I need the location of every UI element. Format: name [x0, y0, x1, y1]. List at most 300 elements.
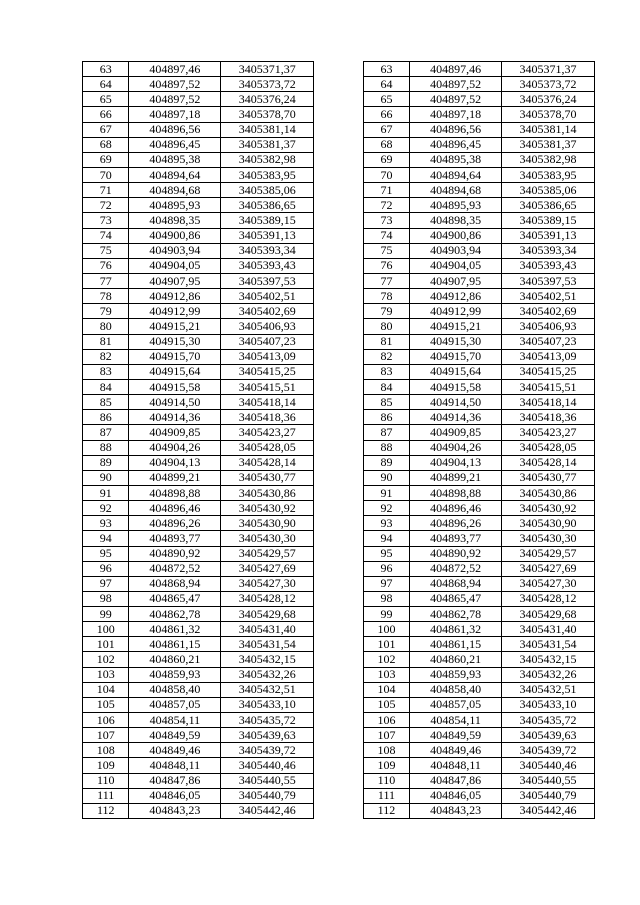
y-coordinate-cell: 3405406,93 [221, 319, 314, 334]
point-number-cell: 98 [83, 591, 129, 606]
point-number-cell: 69 [83, 152, 129, 167]
x-coordinate-cell: 404904,13 [410, 455, 502, 470]
y-coordinate-cell: 3405430,90 [502, 516, 595, 531]
column-gap-cell [314, 788, 363, 803]
point-number-cell: 71 [363, 183, 409, 198]
column-gap-cell [314, 183, 363, 198]
y-coordinate-cell: 3405428,14 [502, 455, 595, 470]
x-coordinate-cell: 404915,64 [410, 364, 502, 379]
point-number-cell: 91 [363, 485, 409, 500]
x-coordinate-cell: 404915,58 [129, 379, 221, 394]
point-number-cell: 79 [83, 304, 129, 319]
table-row [83, 349, 595, 364]
y-coordinate-cell: 3405440,46 [502, 758, 595, 773]
point-number-cell: 78 [363, 289, 409, 304]
point-number-cell: 75 [83, 243, 129, 258]
column-gap-cell [314, 622, 363, 637]
column-gap-cell [314, 62, 363, 77]
point-number-cell: 89 [83, 455, 129, 470]
x-coordinate-cell: 404912,99 [410, 304, 502, 319]
column-gap-cell [314, 334, 363, 349]
table-row [83, 728, 595, 743]
table-row [83, 92, 595, 107]
point-number-cell: 99 [363, 607, 409, 622]
y-coordinate-cell: 3405386,65 [221, 198, 314, 213]
table-row [83, 637, 595, 652]
x-coordinate-cell: 404849,46 [129, 743, 221, 758]
table-row [83, 395, 595, 410]
point-number-cell: 111 [83, 788, 129, 803]
x-coordinate-cell: 404909,85 [410, 425, 502, 440]
point-number-cell: 79 [363, 304, 409, 319]
y-coordinate-cell: 3405430,92 [221, 501, 314, 516]
y-coordinate-cell: 3405406,93 [502, 319, 595, 334]
y-coordinate-cell: 3405427,69 [502, 561, 595, 576]
point-number-cell: 102 [83, 652, 129, 667]
y-coordinate-cell: 3405427,69 [221, 561, 314, 576]
x-coordinate-cell: 404896,56 [410, 122, 502, 137]
point-number-cell: 103 [363, 667, 409, 682]
column-gap-cell [314, 470, 363, 485]
y-coordinate-cell: 3405407,23 [221, 334, 314, 349]
point-number-cell: 91 [83, 485, 129, 500]
x-coordinate-cell: 404861,15 [410, 637, 502, 652]
point-number-cell: 77 [363, 273, 409, 288]
coordinates-table-body [83, 62, 595, 819]
point-number-cell: 74 [363, 228, 409, 243]
x-coordinate-cell: 404858,40 [129, 682, 221, 697]
point-number-cell: 105 [83, 697, 129, 712]
x-coordinate-cell: 404897,52 [410, 77, 502, 92]
point-number-cell: 68 [83, 137, 129, 152]
column-gap-cell [314, 213, 363, 228]
table-row [83, 319, 595, 334]
column-gap-cell [314, 561, 363, 576]
x-coordinate-cell: 404897,52 [129, 92, 221, 107]
y-coordinate-cell: 3405430,86 [502, 485, 595, 500]
table-row [83, 561, 595, 576]
table-row [83, 697, 595, 712]
x-coordinate-cell: 404849,59 [410, 728, 502, 743]
point-number-cell: 66 [83, 107, 129, 122]
table-row [83, 77, 595, 92]
point-number-cell: 63 [363, 62, 409, 77]
x-coordinate-cell: 404857,05 [129, 697, 221, 712]
point-number-cell: 102 [363, 652, 409, 667]
y-coordinate-cell: 3405429,57 [502, 546, 595, 561]
point-number-cell: 81 [363, 334, 409, 349]
x-coordinate-cell: 404907,95 [410, 273, 502, 288]
x-coordinate-cell: 404893,77 [129, 531, 221, 546]
x-coordinate-cell: 404895,38 [129, 152, 221, 167]
x-coordinate-cell: 404894,64 [129, 167, 221, 182]
x-coordinate-cell: 404904,26 [410, 440, 502, 455]
x-coordinate-cell: 404846,05 [410, 788, 502, 803]
table-row [83, 576, 595, 591]
x-coordinate-cell: 404896,46 [410, 501, 502, 516]
y-coordinate-cell: 3405432,15 [502, 652, 595, 667]
point-number-cell: 72 [363, 198, 409, 213]
y-coordinate-cell: 3405432,51 [502, 682, 595, 697]
column-gap-cell [314, 122, 363, 137]
column-gap-cell [314, 803, 363, 818]
column-gap-cell [314, 501, 363, 516]
table-row [83, 410, 595, 425]
column-gap-cell [314, 455, 363, 470]
y-coordinate-cell: 3405402,51 [221, 289, 314, 304]
y-coordinate-cell: 3405418,14 [221, 395, 314, 410]
x-coordinate-cell: 404904,13 [129, 455, 221, 470]
point-number-cell: 70 [83, 167, 129, 182]
x-coordinate-cell: 404894,68 [410, 183, 502, 198]
y-coordinate-cell: 3405385,06 [502, 183, 595, 198]
table-row [83, 198, 595, 213]
table-row [83, 682, 595, 697]
x-coordinate-cell: 404915,58 [410, 379, 502, 394]
x-coordinate-cell: 404897,52 [410, 92, 502, 107]
column-gap-cell [314, 667, 363, 682]
point-number-cell: 94 [363, 531, 409, 546]
x-coordinate-cell: 404904,26 [129, 440, 221, 455]
point-number-cell: 101 [363, 637, 409, 652]
column-gap-cell [314, 728, 363, 743]
y-coordinate-cell: 3405382,98 [221, 152, 314, 167]
x-coordinate-cell: 404912,86 [410, 289, 502, 304]
y-coordinate-cell: 3405428,12 [221, 591, 314, 606]
x-coordinate-cell: 404915,64 [129, 364, 221, 379]
column-gap-cell [314, 152, 363, 167]
y-coordinate-cell: 3405391,13 [221, 228, 314, 243]
column-gap-cell [314, 107, 363, 122]
y-coordinate-cell: 3405402,51 [502, 289, 595, 304]
x-coordinate-cell: 404872,52 [410, 561, 502, 576]
point-number-cell: 94 [83, 531, 129, 546]
y-coordinate-cell: 3405440,55 [221, 773, 314, 788]
x-coordinate-cell: 404899,21 [129, 470, 221, 485]
point-number-cell: 104 [83, 682, 129, 697]
x-coordinate-cell: 404903,94 [410, 243, 502, 258]
y-coordinate-cell: 3405428,14 [221, 455, 314, 470]
table-row [83, 183, 595, 198]
table-row [83, 591, 595, 606]
point-number-cell: 109 [83, 758, 129, 773]
x-coordinate-cell: 404914,50 [410, 395, 502, 410]
y-coordinate-cell: 3405373,72 [221, 77, 314, 92]
column-gap-cell [314, 410, 363, 425]
x-coordinate-cell: 404897,52 [129, 77, 221, 92]
x-coordinate-cell: 404897,46 [410, 62, 502, 77]
y-coordinate-cell: 3405429,57 [221, 546, 314, 561]
y-coordinate-cell: 3405430,30 [502, 531, 595, 546]
column-gap-cell [314, 228, 363, 243]
y-coordinate-cell: 3405418,14 [502, 395, 595, 410]
y-coordinate-cell: 3405413,09 [502, 349, 595, 364]
y-coordinate-cell: 3405402,69 [221, 304, 314, 319]
x-coordinate-cell: 404872,52 [129, 561, 221, 576]
y-coordinate-cell: 3405415,51 [221, 379, 314, 394]
x-coordinate-cell: 404860,21 [129, 652, 221, 667]
x-coordinate-cell: 404890,92 [410, 546, 502, 561]
y-coordinate-cell: 3405427,30 [502, 576, 595, 591]
point-number-cell: 85 [363, 395, 409, 410]
point-number-cell: 85 [83, 395, 129, 410]
x-coordinate-cell: 404896,45 [129, 137, 221, 152]
table-row [83, 667, 595, 682]
coordinates-table [82, 61, 595, 819]
y-coordinate-cell: 3405418,36 [502, 410, 595, 425]
x-coordinate-cell: 404847,86 [410, 773, 502, 788]
y-coordinate-cell: 3405415,51 [502, 379, 595, 394]
point-number-cell: 84 [83, 379, 129, 394]
point-number-cell: 89 [363, 455, 409, 470]
point-number-cell: 74 [83, 228, 129, 243]
x-coordinate-cell: 404904,05 [129, 258, 221, 273]
y-coordinate-cell: 3405432,26 [221, 667, 314, 682]
point-number-cell: 111 [363, 788, 409, 803]
y-coordinate-cell: 3405432,15 [221, 652, 314, 667]
table-row [83, 122, 595, 137]
table-row [83, 273, 595, 288]
x-coordinate-cell: 404890,92 [129, 546, 221, 561]
column-gap-cell [314, 652, 363, 667]
y-coordinate-cell: 3405389,15 [502, 213, 595, 228]
point-number-cell: 68 [363, 137, 409, 152]
x-coordinate-cell: 404843,23 [410, 803, 502, 818]
y-coordinate-cell: 3405371,37 [221, 62, 314, 77]
point-number-cell: 96 [83, 561, 129, 576]
table-row [83, 622, 595, 637]
point-number-cell: 110 [83, 773, 129, 788]
x-coordinate-cell: 404898,88 [410, 485, 502, 500]
x-coordinate-cell: 404914,50 [129, 395, 221, 410]
y-coordinate-cell: 3405381,14 [502, 122, 595, 137]
point-number-cell: 92 [363, 501, 409, 516]
x-coordinate-cell: 404893,77 [410, 531, 502, 546]
column-gap-cell [314, 92, 363, 107]
x-coordinate-cell: 404915,70 [129, 349, 221, 364]
x-coordinate-cell: 404865,47 [129, 591, 221, 606]
table-row [83, 152, 595, 167]
point-number-cell: 97 [363, 576, 409, 591]
x-coordinate-cell: 404915,70 [410, 349, 502, 364]
table-row [83, 455, 595, 470]
x-coordinate-cell: 404914,36 [129, 410, 221, 425]
point-number-cell: 82 [83, 349, 129, 364]
column-gap-cell [314, 319, 363, 334]
point-number-cell: 110 [363, 773, 409, 788]
y-coordinate-cell: 3405415,25 [502, 364, 595, 379]
column-gap-cell [314, 682, 363, 697]
table-row [83, 546, 595, 561]
x-coordinate-cell: 404896,56 [129, 122, 221, 137]
table-row [83, 334, 595, 349]
point-number-cell: 101 [83, 637, 129, 652]
point-number-cell: 81 [83, 334, 129, 349]
y-coordinate-cell: 3405378,70 [221, 107, 314, 122]
y-coordinate-cell: 3405442,46 [502, 803, 595, 818]
x-coordinate-cell: 404849,46 [410, 743, 502, 758]
table-row [83, 652, 595, 667]
table-row [83, 289, 595, 304]
table-row [83, 228, 595, 243]
y-coordinate-cell: 3405383,95 [221, 167, 314, 182]
table-row [83, 167, 595, 182]
column-gap-cell [314, 697, 363, 712]
x-coordinate-cell: 404897,18 [410, 107, 502, 122]
x-coordinate-cell: 404854,11 [129, 713, 221, 728]
point-number-cell: 65 [363, 92, 409, 107]
x-coordinate-cell: 404862,78 [410, 607, 502, 622]
y-coordinate-cell: 3405385,06 [221, 183, 314, 198]
y-coordinate-cell: 3405427,30 [221, 576, 314, 591]
point-number-cell: 70 [363, 167, 409, 182]
point-number-cell: 103 [83, 667, 129, 682]
y-coordinate-cell: 3405439,72 [221, 743, 314, 758]
x-coordinate-cell: 404898,35 [129, 213, 221, 228]
x-coordinate-cell: 404907,95 [129, 273, 221, 288]
x-coordinate-cell: 404898,88 [129, 485, 221, 500]
table-row [83, 440, 595, 455]
column-gap-cell [314, 349, 363, 364]
x-coordinate-cell: 404896,46 [129, 501, 221, 516]
point-number-cell: 69 [363, 152, 409, 167]
x-coordinate-cell: 404861,32 [129, 622, 221, 637]
y-coordinate-cell: 3405429,68 [502, 607, 595, 622]
column-gap-cell [314, 758, 363, 773]
table-row [83, 758, 595, 773]
y-coordinate-cell: 3405430,92 [502, 501, 595, 516]
point-number-cell: 83 [83, 364, 129, 379]
y-coordinate-cell: 3405373,72 [502, 77, 595, 92]
x-coordinate-cell: 404914,36 [410, 410, 502, 425]
x-coordinate-cell: 404895,93 [410, 198, 502, 213]
x-coordinate-cell: 404857,05 [410, 697, 502, 712]
x-coordinate-cell: 404846,05 [129, 788, 221, 803]
y-coordinate-cell: 3405431,54 [502, 637, 595, 652]
y-coordinate-cell: 3405428,05 [502, 440, 595, 455]
table-row [83, 62, 595, 77]
point-number-cell: 108 [83, 743, 129, 758]
x-coordinate-cell: 404895,93 [129, 198, 221, 213]
y-coordinate-cell: 3405381,37 [221, 137, 314, 152]
point-number-cell: 77 [83, 273, 129, 288]
x-coordinate-cell: 404848,11 [410, 758, 502, 773]
y-coordinate-cell: 3405430,90 [221, 516, 314, 531]
point-number-cell: 66 [363, 107, 409, 122]
y-coordinate-cell: 3405402,69 [502, 304, 595, 319]
column-gap-cell [314, 485, 363, 500]
x-coordinate-cell: 404860,21 [410, 652, 502, 667]
x-coordinate-cell: 404895,38 [410, 152, 502, 167]
point-number-cell: 88 [83, 440, 129, 455]
y-coordinate-cell: 3405435,72 [502, 713, 595, 728]
column-gap-cell [314, 607, 363, 622]
y-coordinate-cell: 3405381,37 [502, 137, 595, 152]
point-number-cell: 86 [363, 410, 409, 425]
point-number-cell: 112 [363, 803, 409, 818]
y-coordinate-cell: 3405393,34 [502, 243, 595, 258]
x-coordinate-cell: 404894,64 [410, 167, 502, 182]
point-number-cell: 95 [83, 546, 129, 561]
column-gap-cell [314, 364, 363, 379]
point-number-cell: 106 [83, 713, 129, 728]
y-coordinate-cell: 3405432,51 [221, 682, 314, 697]
x-coordinate-cell: 404847,86 [129, 773, 221, 788]
x-coordinate-cell: 404848,11 [129, 758, 221, 773]
point-number-cell: 104 [363, 682, 409, 697]
column-gap-cell [314, 576, 363, 591]
y-coordinate-cell: 3405439,72 [502, 743, 595, 758]
point-number-cell: 86 [83, 410, 129, 425]
x-coordinate-cell: 404896,26 [410, 516, 502, 531]
x-coordinate-cell: 404861,15 [129, 637, 221, 652]
x-coordinate-cell: 404899,21 [410, 470, 502, 485]
point-number-cell: 107 [363, 728, 409, 743]
x-coordinate-cell: 404900,86 [129, 228, 221, 243]
column-gap-cell [314, 77, 363, 92]
table-row [83, 243, 595, 258]
point-number-cell: 92 [83, 501, 129, 516]
table-row [83, 470, 595, 485]
x-coordinate-cell: 404862,78 [129, 607, 221, 622]
column-gap-cell [314, 773, 363, 788]
table-row [83, 788, 595, 803]
x-coordinate-cell: 404859,93 [129, 667, 221, 682]
y-coordinate-cell: 3405431,54 [221, 637, 314, 652]
point-number-cell: 80 [83, 319, 129, 334]
point-number-cell: 63 [83, 62, 129, 77]
y-coordinate-cell: 3405430,86 [221, 485, 314, 500]
y-coordinate-cell: 3405440,46 [221, 758, 314, 773]
y-coordinate-cell: 3405423,27 [221, 425, 314, 440]
point-number-cell: 105 [363, 697, 409, 712]
column-gap-cell [314, 258, 363, 273]
column-gap-cell [314, 516, 363, 531]
x-coordinate-cell: 404909,85 [129, 425, 221, 440]
column-gap-cell [314, 137, 363, 152]
y-coordinate-cell: 3405433,10 [502, 697, 595, 712]
x-coordinate-cell: 404915,30 [129, 334, 221, 349]
y-coordinate-cell: 3405371,37 [502, 62, 595, 77]
table-row [83, 713, 595, 728]
point-number-cell: 84 [363, 379, 409, 394]
x-coordinate-cell: 404868,94 [129, 576, 221, 591]
point-number-cell: 112 [83, 803, 129, 818]
table-row [83, 485, 595, 500]
column-gap-cell [314, 637, 363, 652]
y-coordinate-cell: 3405428,05 [221, 440, 314, 455]
y-coordinate-cell: 3405440,55 [502, 773, 595, 788]
y-coordinate-cell: 3405376,24 [502, 92, 595, 107]
column-gap-cell [314, 273, 363, 288]
column-gap-cell [314, 531, 363, 546]
x-coordinate-cell: 404912,86 [129, 289, 221, 304]
column-gap-cell [314, 425, 363, 440]
y-coordinate-cell: 3405381,14 [221, 122, 314, 137]
x-coordinate-cell: 404912,99 [129, 304, 221, 319]
y-coordinate-cell: 3405423,27 [502, 425, 595, 440]
table-row [83, 137, 595, 152]
point-number-cell: 83 [363, 364, 409, 379]
y-coordinate-cell: 3405393,43 [221, 258, 314, 273]
table-row [83, 803, 595, 818]
table-row [83, 531, 595, 546]
y-coordinate-cell: 3405418,36 [221, 410, 314, 425]
column-gap-cell [314, 379, 363, 394]
y-coordinate-cell: 3405439,63 [502, 728, 595, 743]
y-coordinate-cell: 3405383,95 [502, 167, 595, 182]
point-number-cell: 88 [363, 440, 409, 455]
